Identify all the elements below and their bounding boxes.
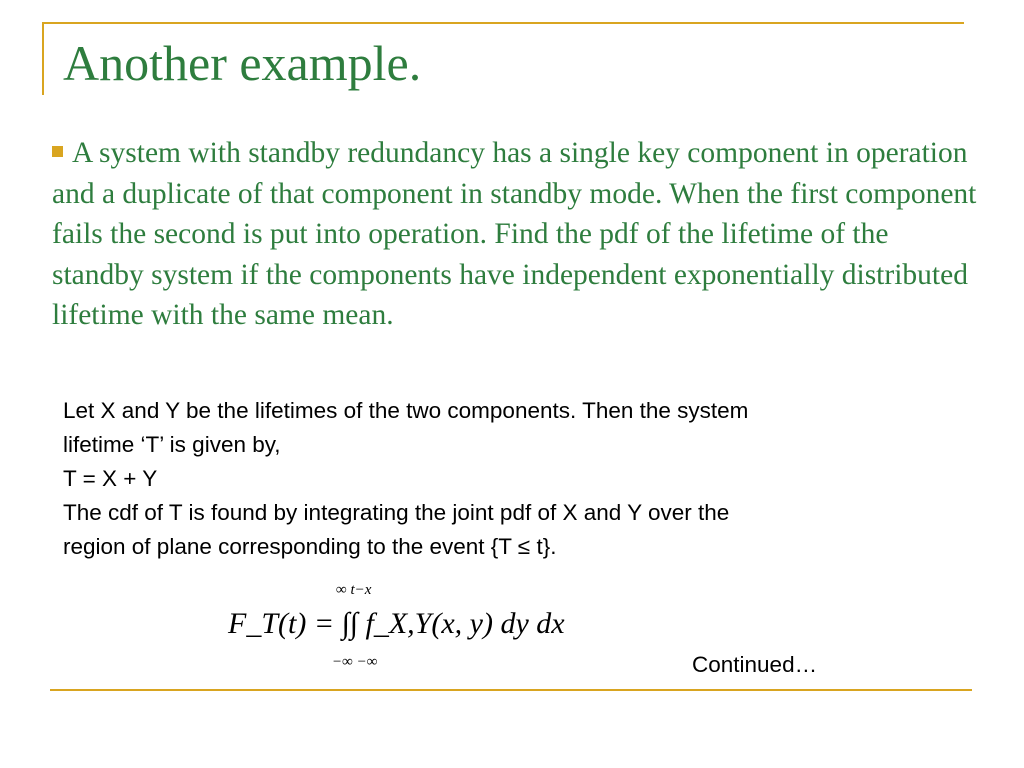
title-frame-left-line	[42, 22, 44, 95]
bullet-paragraph	[52, 133, 977, 336]
formula-lower-limits: −∞ −∞	[332, 654, 378, 670]
solution-text	[63, 394, 963, 564]
square-bullet-icon	[52, 146, 63, 157]
solution-line: The cdf of T is found by integrating the joint pdf of X and Y over the	[63, 500, 730, 525]
bullet-text: A system with standby redundancy has a single key component in operation and a duplicate of that component in standby mode. When the first component fails the second is put into operation. Find the pdf of the lifetime of the standby system if the components have independent exponentially distributed lifetime with the same mean.	[52, 137, 977, 331]
solution-line: region of plane corresponding to the event {T ≤ t}.	[63, 534, 557, 559]
solution-line: lifetime ‘T’ is given by,	[63, 432, 281, 457]
slide-title: Another example.	[63, 35, 422, 91]
solution-line: T = X + Y	[63, 466, 158, 491]
formula-main: F_T(t) = ∫∫ f_X,Y(x, y) dy dx	[228, 607, 565, 640]
continued-label: Continued…	[692, 652, 818, 677]
title-frame-top-line	[42, 22, 964, 24]
cdf-formula	[228, 582, 608, 672]
footer-divider-line	[50, 689, 972, 691]
solution-line: Let X and Y be the lifetimes of the two components. Then the system	[63, 398, 749, 423]
formula-upper-limits: ∞ t−x	[336, 582, 372, 598]
